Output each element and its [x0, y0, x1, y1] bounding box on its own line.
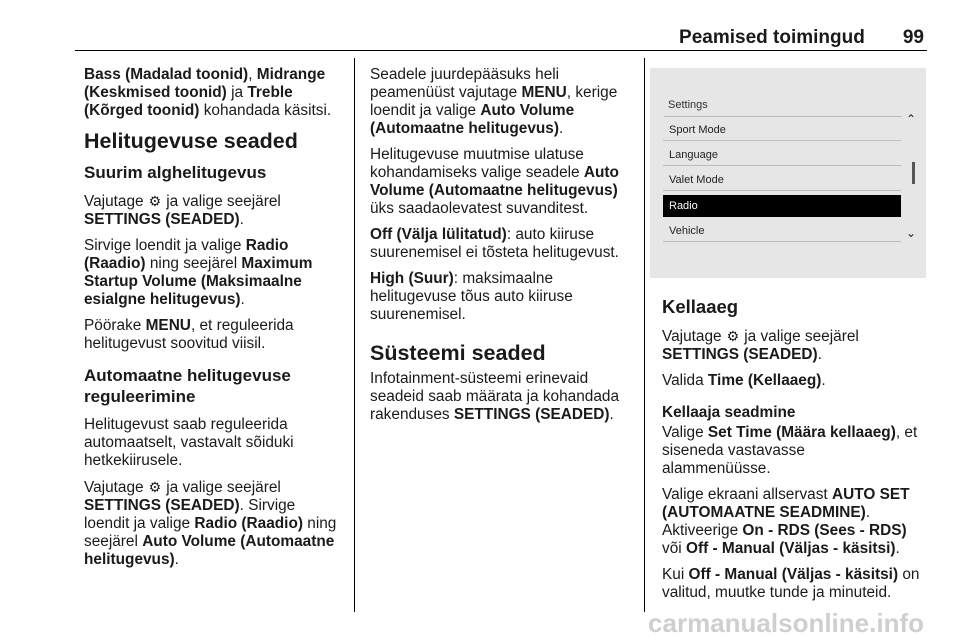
column-divider [354, 58, 355, 612]
column-right [662, 296, 932, 610]
menu-item[interactable]: Sport Mode [663, 119, 901, 141]
scroll-up-icon[interactable]: ⌃ [905, 112, 916, 126]
settings-screen-image [650, 68, 926, 278]
divider [664, 116, 902, 117]
paragraph: Sirvige loendit ja valige Radio (Raadio) ning seejärel Maximum Startup Volume (Maksimaalne esialgne helitugevus). [84, 237, 313, 308]
settings-gear-icon: ⚙ [726, 328, 740, 344]
section-heading: Süsteemi seaded [370, 341, 546, 365]
menu-item[interactable]: Language [663, 144, 901, 166]
paragraph: Helitugevuse muutmise ulatuse kohandamiseks valige seadele Auto Volume (Automaatne helitugevus) üks saadaolevatest suvanditest. [370, 146, 619, 217]
watermark: carmanualsonline.info [648, 608, 924, 638]
screen-title: Settings [668, 99, 708, 111]
paragraph: Seadele juurdepääsuks heli peamenüüst vajutage MENU, kerige loendit ja valige Auto Volume (Automaatne helitugevus). [370, 66, 618, 137]
settings-gear-icon: ⚙ [148, 193, 162, 209]
paragraph: Valige Set Time (Määra kellaaeg), et siseneda vastavasse alammenüüsse. [662, 424, 918, 477]
paragraph: Helitugevust saab reguleerida automaatselt, vastavalt sõiduki hetkekiirusele. [84, 416, 294, 469]
section-heading: Helitugevuse seaded [84, 129, 298, 153]
scrollbar-thumb[interactable] [912, 162, 915, 184]
intro-paragraph: Bass (Madalad toonid), Midrange (Keskmised toonid) ja Treble (Kõrged toonid) kohandada käsitsi. [84, 66, 332, 119]
paragraph: Kui Off - Manual (Väljas - käsitsi) on valitud, muutke tunde ja minuteid. [662, 566, 920, 601]
column-middle [370, 66, 640, 432]
menu-item[interactable]: Vehicle [663, 220, 901, 242]
subsection-heading: Kellaaeg [662, 296, 739, 317]
paragraph: Valige ekraani allservast AUTO SET (AUTOMAATNE SEADMINE). Aktiveerige On - RDS (Sees - RDS) või Off - Manual (Väljas - käsitsi). [662, 486, 910, 557]
paragraph: Vajutage ⚙ ja valige seejärel SETTINGS (SEADED). [662, 328, 859, 363]
settings-gear-icon: ⚙ [148, 479, 162, 495]
subsection-heading: Automaatne helitugevuse reguleerimine [84, 366, 291, 406]
scroll-down-icon[interactable]: ⌄ [905, 226, 916, 240]
column-divider [644, 58, 645, 612]
minor-heading: Kellaaja seadmine [662, 404, 796, 421]
column-left [84, 66, 346, 577]
paragraph: Valida Time (Kellaaeg). [662, 372, 826, 389]
menu-item[interactable]: Valet Mode [663, 169, 901, 191]
page-title: Peamised toimingud [679, 27, 865, 48]
subsection-heading: Suurim alghelitugevus [84, 163, 267, 182]
page-header [0, 27, 924, 49]
paragraph: High (Suur): maksimaalne helitugevuse tõus auto kiiruse suurenemisel. [370, 270, 573, 323]
paragraph: Vajutage ⚙ ja valige seejärel SETTINGS (SEADED). Sirvige loendit ja valige Radio (Raadio) ning seejärel Auto Volume (Automaatne helitugevus). [84, 479, 337, 568]
paragraph: Vajutage ⚙ ja valige seejärel SETTINGS (SEADED). [84, 193, 281, 228]
header-divider [75, 50, 927, 51]
paragraph: Infotainment-süsteemi erinevaid seadeid saab määrata ja kohandada rakenduses SETTINGS (SEADED). [370, 370, 620, 423]
page-number: 99 [902, 27, 924, 48]
paragraph: Off (Välja lülitatud): auto kiiruse suurenemisel ei tõsteta helitugevust. [370, 226, 619, 261]
menu-item-selected[interactable]: Radio [663, 195, 901, 217]
paragraph: Pöörake MENU, et reguleerida helitugevust soovitud viisil. [84, 317, 294, 352]
